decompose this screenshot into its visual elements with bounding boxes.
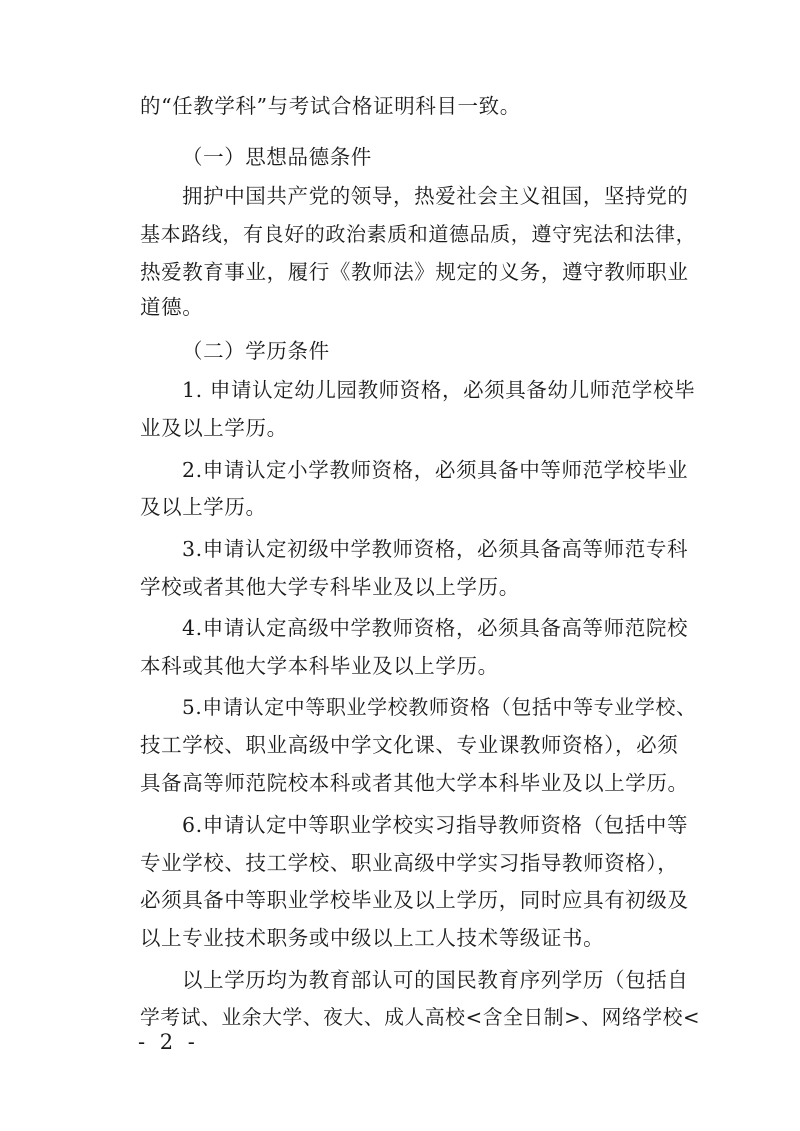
list-item-line: 2.申请认定小学教师资格，必须具备中等师范学校毕业 (182, 458, 689, 482)
list-item-line: 5.申请认定中等职业学校教师资格（包括中等专业学校、 (182, 695, 697, 719)
list-item-line: 技工学校、职业高级中学文化课、专业课教师资格），必须 (140, 733, 679, 757)
list-item-line: 6.申请认定中等职业学校实习指导教师资格（包括中等 (182, 813, 689, 837)
paragraph-line: 热爱教育事业，履行《教师法》规定的义务，遵守教师职业 (140, 260, 689, 284)
paragraph-line: 道德。 (140, 295, 204, 319)
continuation-line: 的“任教学科”与考试合格证明科目一致。 (140, 94, 521, 118)
list-item-line: 学校或者其他大学专科毕业及以上学历。 (140, 575, 520, 599)
list-item-line: 必须具备中等职业学校毕业及以上学历，同时应具有初级及 (140, 888, 689, 912)
paragraph-line: 学考试、业余大学、夜大、成人高校<含全日制>、网络学校< (140, 1006, 701, 1029)
list-item-line: 业及以上学历。 (140, 416, 288, 440)
list-item-line: 专业学校、技工学校、职业高级中学实习指导教师资格）， (140, 851, 679, 875)
list-item-line: 3.申请认定初级中学教师资格，必须具备高等师范专科 (182, 537, 689, 561)
list-item-line: 本科或其他大学本科毕业及以上学历。 (140, 654, 499, 678)
paragraph-line: 拥护中国共产党的领导，热爱社会主义祖国，坚持党的 (182, 184, 689, 208)
list-item-line: 4.申请认定高级中学教师资格，必须具备高等师范院校 (182, 616, 689, 640)
paragraph-line: 以上学历均为教育部认可的国民教育序列学历（包括自 (182, 968, 689, 992)
section-heading-moral: （一）思想品德条件 (182, 145, 372, 169)
list-item-line: 1. 申请认定幼儿园教师资格，必须具备幼儿师范学校毕 (182, 378, 696, 402)
paragraph-line: 基本路线，有良好的政治素质和道德品质，遵守宪法和法律， (140, 222, 697, 246)
list-item-line: 以上专业技术职务或中级以上工人技术等级证书。 (140, 926, 605, 950)
page-number: - 2 - (138, 1030, 199, 1054)
section-heading-education: （二）学历条件 (182, 339, 330, 363)
list-item-line: 具备高等师范院校本科或者其他大学本科毕业及以上学历。 (140, 771, 689, 795)
list-item-line: 及以上学历。 (140, 495, 267, 519)
